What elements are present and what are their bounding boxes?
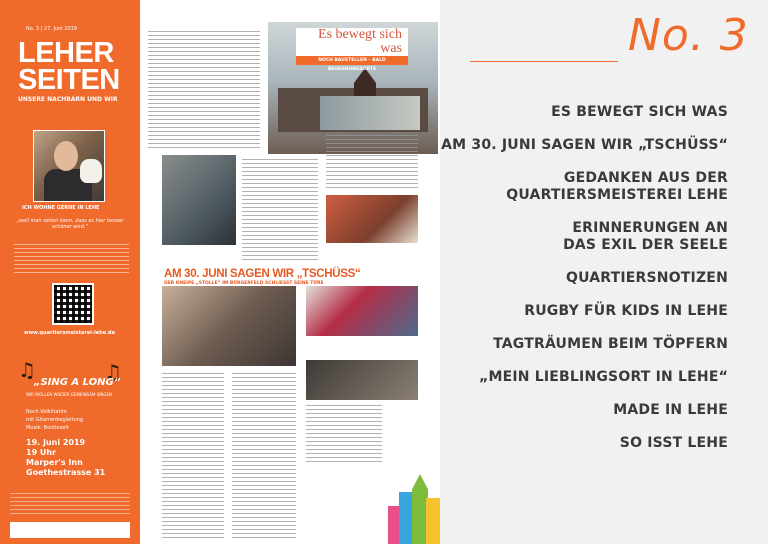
- article-text-column: [232, 372, 296, 538]
- toc-item[interactable]: QUARTIERSNOTIZEN: [565, 270, 728, 286]
- portrait-photo: [33, 130, 105, 202]
- issue-rule: [470, 61, 618, 62]
- issue-number: No. 3: [628, 10, 749, 61]
- article-photo: [306, 360, 418, 400]
- article-headline: AM 30. JUNI SAGEN WIR „TSCHÜSS“: [164, 268, 361, 280]
- qr-code[interactable]: [52, 283, 94, 325]
- article-photo: [326, 195, 418, 243]
- masthead-word-1: LEHER: [18, 37, 114, 69]
- event-item: Noch Volklitatim: [26, 409, 67, 415]
- toc-item[interactable]: RUGBY FÜR KIDS IN LEHE: [524, 303, 728, 319]
- toc-item[interactable]: ERINNERUNGEN AN DAS EXIL DER SEELE: [563, 220, 728, 253]
- hero-banner: Es bewegt sich was: [296, 28, 408, 56]
- article-photo: [320, 96, 420, 130]
- sponsor-logos: [10, 522, 130, 538]
- toc-item[interactable]: MADE IN LEHE: [613, 402, 728, 418]
- toc-list: [441, 104, 728, 452]
- event-subtitle: WIR WOLLEN WIEDER GEMEINSAM SINGEN: [26, 392, 113, 397]
- toc-item[interactable]: GEDANKEN AUS DER QUARTIERSMEISTEREI LEHE: [506, 170, 728, 203]
- hero-kicker: NOCH BAUSTELLEN – BALD BEGEGNUNGSORTE: [296, 56, 408, 65]
- article-text-column: [242, 158, 318, 260]
- article-page: [140, 0, 440, 544]
- houses-illustration: [388, 460, 440, 544]
- article-photo: [162, 286, 296, 366]
- house-shape: [426, 498, 440, 544]
- toc-item[interactable]: ES BEWEGT SICH WAS: [551, 104, 728, 120]
- article-text-column: [162, 372, 224, 538]
- masthead-subtitle: UNSERE NACHBARN UND WIR: [18, 96, 118, 103]
- music-note-icon: ♫: [104, 360, 122, 384]
- event-item: Musik: Bootlezeit: [26, 425, 69, 431]
- photo-person-face: [54, 141, 78, 171]
- article-text-column: [326, 134, 418, 188]
- masthead-word-2: SEITEN: [18, 64, 120, 96]
- table-of-contents: [440, 0, 768, 544]
- article-text-column: [306, 404, 382, 462]
- article-subheadline: DER KNEIPE „STOLLE“ IM BÜRGERFELD SCHLIESST SEINE TÜRE: [164, 281, 324, 286]
- sidebar-footer-text: [10, 490, 130, 514]
- issue-line: No. 3 | 27. Juni 2019: [26, 26, 77, 32]
- article-photo: [162, 155, 236, 245]
- masthead: [18, 37, 138, 103]
- portrait-quote: „weil man sehen kann, dass es hier besser schöner wird.“: [16, 218, 124, 230]
- event-date: 19. Juni 2019: [26, 438, 86, 447]
- event-items: [26, 408, 136, 432]
- event-title: „SING A LONG“: [34, 377, 121, 388]
- website-url[interactable]: www.quartiersmeisterei-lehe.de: [24, 330, 115, 336]
- music-note-icon: ♫: [18, 358, 36, 382]
- toc-item[interactable]: SO ISST LEHE: [619, 435, 728, 451]
- event-details: [26, 438, 105, 478]
- toc-item[interactable]: „MEIN LIEBLINGSORT IN LEHE“: [479, 369, 728, 385]
- event-time: 19 Uhr: [26, 448, 57, 457]
- article-photo: [306, 286, 418, 336]
- toc-item[interactable]: TAGTRÄUMEN BEIM TÖPFERN: [493, 336, 728, 352]
- sidebar-body-text: [14, 243, 129, 273]
- toc-item[interactable]: AM 30. JUNI SAGEN WIR „TSCHÜSS“: [441, 137, 728, 153]
- house-shape: [399, 492, 413, 544]
- event-item: mit Gitarrenbegleitung: [26, 417, 84, 423]
- photo-dog: [80, 159, 102, 183]
- cover-sidebar: [0, 0, 140, 544]
- portrait-caption: ICH WOHNE GERNE IN LEHE: [22, 205, 100, 211]
- event-venue: Marper's Inn: [26, 458, 83, 467]
- article-text-column: [148, 30, 260, 148]
- event-address: Goethestrasse 31: [26, 468, 106, 477]
